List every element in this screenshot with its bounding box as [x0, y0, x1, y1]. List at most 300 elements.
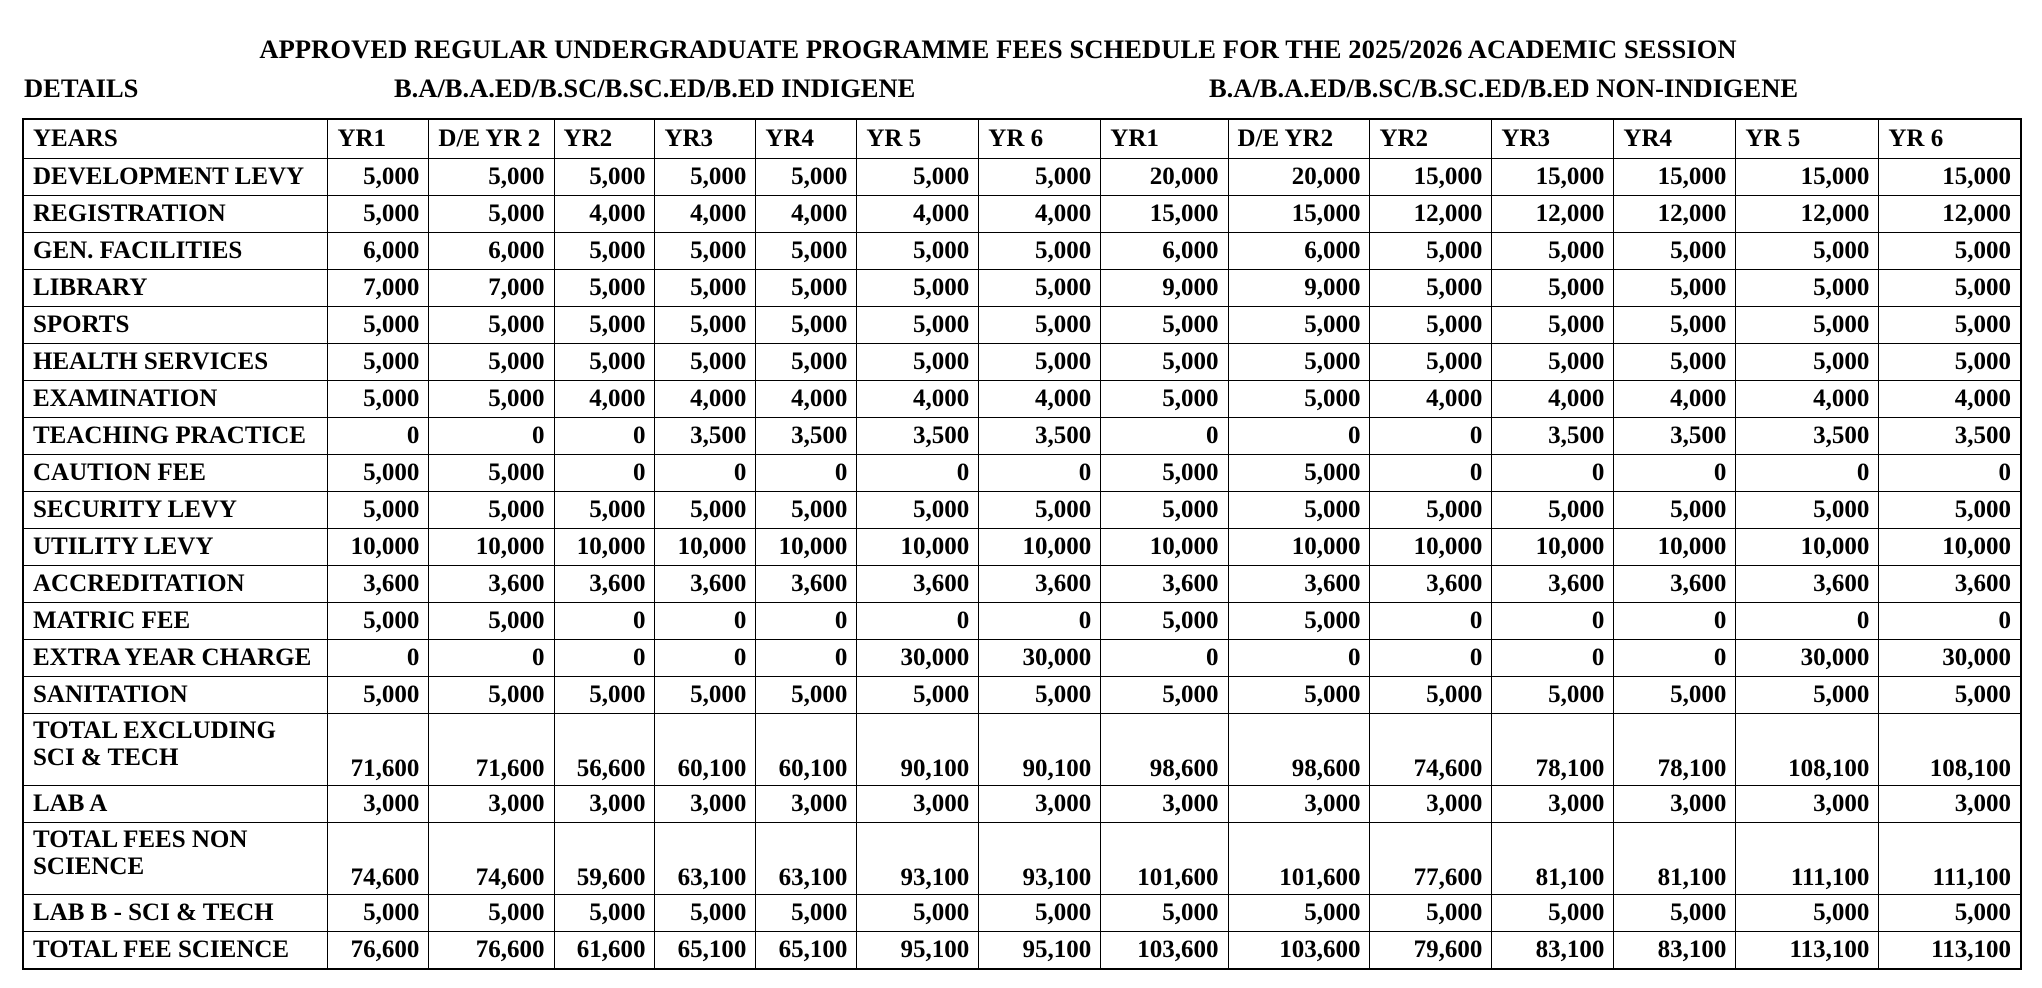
- fee-cell: 12,000: [1492, 196, 1614, 233]
- fee-cell: 5,000: [1492, 270, 1614, 307]
- fee-cell: 10,000: [857, 529, 979, 566]
- fee-cell: 15,000: [1614, 159, 1736, 196]
- fee-cell: 10,000: [756, 529, 857, 566]
- fee-cell: 3,500: [1492, 418, 1614, 455]
- fee-cell: 5,000: [756, 159, 857, 196]
- row-label: LIBRARY: [23, 270, 328, 307]
- fee-cell: 5,000: [1614, 233, 1736, 270]
- fee-cell: 0: [1101, 418, 1228, 455]
- table-row: [23, 344, 2021, 381]
- fee-cell: 4,000: [655, 381, 756, 418]
- fee-cell: 5,000: [1736, 270, 1879, 307]
- fee-cell: 5,000: [1614, 895, 1736, 932]
- fee-cell: 65,100: [756, 932, 857, 969]
- fee-cell: 4,000: [979, 196, 1101, 233]
- fee-cell: 5,000: [1879, 677, 2021, 714]
- fee-cell: 4,000: [1614, 381, 1736, 418]
- fee-cell: 5,000: [857, 159, 979, 196]
- table-row: [23, 677, 2021, 714]
- fee-cell: 20,000: [1228, 159, 1370, 196]
- fee-cell: 5,000: [328, 677, 429, 714]
- fee-cell: 12,000: [1370, 196, 1492, 233]
- table-row: [23, 233, 2021, 270]
- fee-cell: 0: [1492, 455, 1614, 492]
- fee-cell: 5,000: [1228, 492, 1370, 529]
- fee-cell: 5,000: [554, 233, 655, 270]
- fee-cell: 3,600: [1492, 566, 1614, 603]
- fee-cell: 7,000: [328, 270, 429, 307]
- fee-cell: 0: [756, 640, 857, 677]
- fee-cell: 71,600: [328, 714, 429, 786]
- row-label: LAB B - SCI & TECH: [23, 895, 328, 932]
- fee-cell: 3,500: [1736, 418, 1879, 455]
- table-row: [23, 492, 2021, 529]
- details-label: DETAILS: [24, 72, 139, 103]
- fee-cell: 93,100: [857, 823, 979, 895]
- fee-cell: 95,100: [979, 932, 1101, 969]
- fee-cell: 5,000: [1492, 492, 1614, 529]
- fee-cell: 0: [1736, 455, 1879, 492]
- fee-cell: 10,000: [554, 529, 655, 566]
- fee-cell: 5,000: [328, 455, 429, 492]
- row-label: CAUTION FEE: [23, 455, 328, 492]
- header-col-5: YR4: [756, 119, 857, 159]
- fee-cell: 5,000: [1370, 492, 1492, 529]
- fee-cell: 5,000: [429, 603, 554, 640]
- fee-cell: 113,100: [1879, 932, 2021, 969]
- fee-cell: 65,100: [655, 932, 756, 969]
- fee-cell: 4,000: [655, 196, 756, 233]
- fee-cell: 5,000: [328, 492, 429, 529]
- fee-cell: 0: [328, 640, 429, 677]
- table-row: [23, 823, 2021, 895]
- fee-cell: 5,000: [979, 307, 1101, 344]
- fee-cell: 10,000: [1101, 529, 1228, 566]
- header-col-9: D/E YR2: [1228, 119, 1370, 159]
- fee-cell: 0: [328, 418, 429, 455]
- table-row: [23, 529, 2021, 566]
- row-label: GEN. FACILITIES: [23, 233, 328, 270]
- fee-cell: 3,000: [756, 786, 857, 823]
- fee-cell: 5,000: [429, 455, 554, 492]
- fee-cell: 5,000: [429, 344, 554, 381]
- fee-cell: 3,600: [1101, 566, 1228, 603]
- fee-cell: 3,000: [1736, 786, 1879, 823]
- fee-cell: 5,000: [328, 159, 429, 196]
- fee-cell: 5,000: [979, 159, 1101, 196]
- fee-cell: 0: [655, 455, 756, 492]
- fee-cell: 5,000: [1101, 307, 1228, 344]
- table-row: [23, 714, 2021, 786]
- group-heading-indigene: B.A/B.A.ED/B.SC/B.SC.ED/B.ED INDIGENE: [394, 72, 916, 103]
- fee-cell: 78,100: [1492, 714, 1614, 786]
- fee-cell: 5,000: [857, 895, 979, 932]
- fee-cell: 0: [1370, 603, 1492, 640]
- fee-cell: 3,500: [1879, 418, 2021, 455]
- fee-cell: 74,600: [1370, 714, 1492, 786]
- fee-cell: 0: [429, 418, 554, 455]
- fee-cell: 10,000: [328, 529, 429, 566]
- table-row: [23, 418, 2021, 455]
- fee-cell: 5,000: [1101, 344, 1228, 381]
- fee-cell: 108,100: [1879, 714, 2021, 786]
- fee-cell: 0: [1614, 603, 1736, 640]
- fee-cell: 3,600: [554, 566, 655, 603]
- fee-cell: 0: [979, 455, 1101, 492]
- fee-cell: 101,600: [1228, 823, 1370, 895]
- fee-cell: 0: [1879, 455, 2021, 492]
- fee-cell: 3,600: [756, 566, 857, 603]
- fee-cell: 10,000: [1736, 529, 1879, 566]
- fee-cell: 0: [1370, 418, 1492, 455]
- fee-cell: 5,000: [857, 344, 979, 381]
- fee-cell: 15,000: [1101, 196, 1228, 233]
- fee-cell: 0: [979, 603, 1101, 640]
- fee-cell: 63,100: [655, 823, 756, 895]
- fee-cell: 3,600: [1736, 566, 1879, 603]
- header-col-6: YR 5: [857, 119, 979, 159]
- header-col-2: D/E YR 2: [429, 119, 554, 159]
- table-row: [23, 895, 2021, 932]
- fee-cell: 95,100: [857, 932, 979, 969]
- fee-cell: 5,000: [655, 344, 756, 381]
- fee-cell: 6,000: [1228, 233, 1370, 270]
- fee-cell: 5,000: [429, 492, 554, 529]
- fee-cell: 3,600: [655, 566, 756, 603]
- fee-cell: 10,000: [1879, 529, 2021, 566]
- row-label: UTILITY LEVY: [23, 529, 328, 566]
- fee-cell: 4,000: [857, 196, 979, 233]
- fee-cell: 6,000: [429, 233, 554, 270]
- row-label: TEACHING PRACTICE: [23, 418, 328, 455]
- row-label: DEVELOPMENT LEVY: [23, 159, 328, 196]
- fee-cell: 4,000: [1736, 381, 1879, 418]
- fee-cell: 113,100: [1736, 932, 1879, 969]
- table-row: [23, 640, 2021, 677]
- fee-cell: 6,000: [1101, 233, 1228, 270]
- fee-cell: 76,600: [429, 932, 554, 969]
- fee-cell: 5,000: [756, 270, 857, 307]
- fee-cell: 5,000: [1614, 492, 1736, 529]
- fee-cell: 3,000: [857, 786, 979, 823]
- header-years: YEARS: [23, 119, 328, 159]
- fee-cell: 15,000: [1492, 159, 1614, 196]
- fee-cell: 5,000: [1370, 344, 1492, 381]
- table-body: [23, 159, 2021, 969]
- fee-cell: 5,000: [655, 307, 756, 344]
- fee-cell: 93,100: [979, 823, 1101, 895]
- fee-cell: 12,000: [1736, 196, 1879, 233]
- fee-cell: 3,000: [328, 786, 429, 823]
- fee-cell: 5,000: [655, 270, 756, 307]
- table-row: [23, 455, 2021, 492]
- fee-cell: 0: [1492, 640, 1614, 677]
- fee-cell: 0: [1614, 640, 1736, 677]
- table-row: [23, 566, 2021, 603]
- fee-cell: 5,000: [1228, 603, 1370, 640]
- fee-cell: 5,000: [857, 307, 979, 344]
- fee-cell: 3,500: [1614, 418, 1736, 455]
- fee-cell: 30,000: [979, 640, 1101, 677]
- fee-cell: 5,000: [1492, 895, 1614, 932]
- fee-cell: 0: [756, 455, 857, 492]
- fee-cell: 5,000: [1736, 307, 1879, 344]
- fee-cell: 7,000: [429, 270, 554, 307]
- fee-cell: 0: [1614, 455, 1736, 492]
- fee-cell: 4,000: [756, 381, 857, 418]
- fee-cell: 5,000: [328, 381, 429, 418]
- table-row: [23, 786, 2021, 823]
- table-row: [23, 159, 2021, 196]
- fee-cell: 5,000: [429, 307, 554, 344]
- fee-cell: 5,000: [655, 233, 756, 270]
- fee-cell: 5,000: [655, 492, 756, 529]
- fee-cell: 83,100: [1492, 932, 1614, 969]
- fee-cell: 5,000: [1879, 895, 2021, 932]
- fee-cell: 0: [554, 418, 655, 455]
- fee-cell: 0: [857, 603, 979, 640]
- fee-cell: 4,000: [1370, 381, 1492, 418]
- fee-cell: 30,000: [1736, 640, 1879, 677]
- fee-cell: 74,600: [429, 823, 554, 895]
- fee-cell: 5,000: [979, 270, 1101, 307]
- fee-cell: 10,000: [429, 529, 554, 566]
- fee-cell: 3,600: [1228, 566, 1370, 603]
- fee-cell: 61,600: [554, 932, 655, 969]
- header-col-4: YR3: [655, 119, 756, 159]
- fee-cell: 5,000: [756, 895, 857, 932]
- fee-cell: 3,000: [979, 786, 1101, 823]
- fee-cell: 5,000: [328, 307, 429, 344]
- fee-cell: 103,600: [1228, 932, 1370, 969]
- fee-cell: 3,500: [857, 418, 979, 455]
- fee-cell: 10,000: [655, 529, 756, 566]
- fee-cell: 81,100: [1614, 823, 1736, 895]
- fee-cell: 98,600: [1101, 714, 1228, 786]
- fee-cell: 5,000: [1228, 895, 1370, 932]
- fee-cell: 3,600: [328, 566, 429, 603]
- fee-cell: 15,000: [1736, 159, 1879, 196]
- fee-cell: 5,000: [1614, 677, 1736, 714]
- fee-cell: 5,000: [857, 677, 979, 714]
- header-col-8: YR1: [1101, 119, 1228, 159]
- fee-cell: 4,000: [857, 381, 979, 418]
- table-row: [23, 603, 2021, 640]
- row-label: HEALTH SERVICES: [23, 344, 328, 381]
- header-col-3: YR2: [554, 119, 655, 159]
- fee-cell: 9,000: [1101, 270, 1228, 307]
- row-label: REGISTRATION: [23, 196, 328, 233]
- fee-cell: 5,000: [554, 677, 655, 714]
- fee-cell: 20,000: [1101, 159, 1228, 196]
- fee-cell: 5,000: [429, 196, 554, 233]
- row-label: EXAMINATION: [23, 381, 328, 418]
- fee-cell: 3,600: [1879, 566, 2021, 603]
- fee-cell: 60,100: [655, 714, 756, 786]
- table-row: [23, 270, 2021, 307]
- header-col-7: YR 6: [979, 119, 1101, 159]
- fee-cell: 5,000: [554, 895, 655, 932]
- fee-cell: 5,000: [1228, 344, 1370, 381]
- fee-cell: 15,000: [1879, 159, 2021, 196]
- fee-cell: 3,000: [1228, 786, 1370, 823]
- fees-table: [22, 118, 2022, 970]
- fee-cell: 15,000: [1228, 196, 1370, 233]
- fee-cell: 5,000: [429, 895, 554, 932]
- header-col-10: YR2: [1370, 119, 1492, 159]
- row-label: MATRIC FEE: [23, 603, 328, 640]
- fee-cell: 5,000: [1879, 344, 2021, 381]
- fee-cell: 5,000: [1370, 270, 1492, 307]
- fee-cell: 5,000: [1614, 270, 1736, 307]
- fee-cell: 5,000: [979, 233, 1101, 270]
- fee-cell: 5,000: [1879, 492, 2021, 529]
- fee-cell: 5,000: [756, 344, 857, 381]
- fee-cell: 10,000: [1370, 529, 1492, 566]
- fee-cell: 5,000: [1736, 344, 1879, 381]
- fee-cell: 0: [1492, 603, 1614, 640]
- header-col-12: YR4: [1614, 119, 1736, 159]
- fee-cell: 0: [554, 640, 655, 677]
- fee-cell: 5,000: [554, 270, 655, 307]
- fee-cell: 5,000: [1492, 677, 1614, 714]
- fee-cell: 4,000: [554, 196, 655, 233]
- fee-cell: 10,000: [1614, 529, 1736, 566]
- fee-cell: 5,000: [756, 307, 857, 344]
- fee-cell: 12,000: [1879, 196, 2021, 233]
- fee-cell: 77,600: [1370, 823, 1492, 895]
- fee-cell: 3,000: [1879, 786, 2021, 823]
- fee-cell: 90,100: [979, 714, 1101, 786]
- fee-cell: 0: [554, 603, 655, 640]
- fee-cell: 5,000: [979, 492, 1101, 529]
- fee-cell: 76,600: [328, 932, 429, 969]
- fee-cell: 0: [429, 640, 554, 677]
- fee-cell: 0: [1101, 640, 1228, 677]
- fee-cell: 5,000: [857, 492, 979, 529]
- column-group-headings: [22, 72, 2024, 113]
- fee-cell: 5,000: [1228, 677, 1370, 714]
- fee-cell: 3,000: [1101, 786, 1228, 823]
- header-col-14: YR 6: [1879, 119, 2021, 159]
- fee-cell: 83,100: [1614, 932, 1736, 969]
- row-label: TOTAL EXCLUDING SCI & TECH: [23, 714, 328, 786]
- fee-cell: 111,100: [1736, 823, 1879, 895]
- fee-cell: 5,000: [1370, 233, 1492, 270]
- fee-cell: 6,000: [328, 233, 429, 270]
- fee-cell: 4,000: [1492, 381, 1614, 418]
- fee-cell: 12,000: [1614, 196, 1736, 233]
- page-title: APPROVED REGULAR UNDERGRADUATE PROGRAMME FEES SCHEDULE FOR THE 2025/2026 ACADEMIC SESSION: [259, 34, 1737, 64]
- fee-cell: 3,600: [429, 566, 554, 603]
- row-label: LAB A: [23, 786, 328, 823]
- fee-cell: 3,600: [857, 566, 979, 603]
- row-label: TOTAL FEES NON SCIENCE: [23, 823, 328, 895]
- fee-cell: 0: [1736, 603, 1879, 640]
- fee-cell: 3,500: [979, 418, 1101, 455]
- fee-cell: 5,000: [554, 492, 655, 529]
- fee-cell: 5,000: [1370, 307, 1492, 344]
- fee-cell: 0: [1370, 640, 1492, 677]
- fee-cell: 0: [554, 455, 655, 492]
- fee-cell: 5,000: [1101, 895, 1228, 932]
- fee-cell: 79,600: [1370, 932, 1492, 969]
- table-row: [23, 196, 2021, 233]
- fee-cell: 3,000: [1614, 786, 1736, 823]
- table-row: [23, 932, 2021, 969]
- fee-cell: 30,000: [1879, 640, 2021, 677]
- fee-cell: 5,000: [1101, 381, 1228, 418]
- row-label: SANITATION: [23, 677, 328, 714]
- fee-cell: 5,000: [655, 677, 756, 714]
- fee-cell: 4,000: [1879, 381, 2021, 418]
- row-label: EXTRA YEAR CHARGE: [23, 640, 328, 677]
- table-row: [23, 307, 2021, 344]
- fee-cell: 5,000: [1492, 233, 1614, 270]
- fee-cell: 59,600: [554, 823, 655, 895]
- fee-cell: 5,000: [756, 233, 857, 270]
- fee-cell: 5,000: [756, 677, 857, 714]
- header-col-13: YR 5: [1736, 119, 1879, 159]
- fee-cell: 5,000: [328, 344, 429, 381]
- fee-cell: 3,000: [429, 786, 554, 823]
- fee-cell: 108,100: [1736, 714, 1879, 786]
- fee-cell: 0: [1228, 418, 1370, 455]
- fee-cell: 5,000: [857, 270, 979, 307]
- fee-cell: 5,000: [1101, 455, 1228, 492]
- fee-cell: 5,000: [429, 677, 554, 714]
- fee-cell: 5,000: [1492, 307, 1614, 344]
- fee-cell: 5,000: [328, 895, 429, 932]
- group-heading-non-indigene: B.A/B.A.ED/B.SC/B.SC.ED/B.ED NON-INDIGENE: [1209, 72, 1799, 103]
- fee-cell: 63,100: [756, 823, 857, 895]
- fee-cell: 0: [1370, 455, 1492, 492]
- fee-cell: 5,000: [1101, 603, 1228, 640]
- fee-cell: 3,000: [1492, 786, 1614, 823]
- fee-cell: 5,000: [1736, 895, 1879, 932]
- fee-cell: 0: [756, 603, 857, 640]
- fee-cell: 3,500: [756, 418, 857, 455]
- fee-cell: 0: [1228, 640, 1370, 677]
- fee-cell: 5,000: [328, 196, 429, 233]
- fee-cell: 5,000: [1879, 233, 2021, 270]
- fee-cell: 5,000: [554, 344, 655, 381]
- fee-cell: 103,600: [1101, 932, 1228, 969]
- fee-cell: 111,100: [1879, 823, 2021, 895]
- fee-cell: 71,600: [429, 714, 554, 786]
- fee-cell: 5,000: [1101, 492, 1228, 529]
- fee-cell: 5,000: [1736, 233, 1879, 270]
- fee-cell: 5,000: [1370, 895, 1492, 932]
- fee-cell: 5,000: [429, 381, 554, 418]
- row-label: SPORTS: [23, 307, 328, 344]
- fee-cell: 5,000: [756, 492, 857, 529]
- fee-cell: 5,000: [1614, 344, 1736, 381]
- row-label: ACCREDITATION: [23, 566, 328, 603]
- fee-cell: 60,100: [756, 714, 857, 786]
- fee-cell: 3,600: [1370, 566, 1492, 603]
- fee-cell: 5,000: [655, 895, 756, 932]
- fee-cell: 5,000: [1228, 307, 1370, 344]
- fee-cell: 5,000: [1736, 492, 1879, 529]
- fee-cell: 5,000: [1736, 677, 1879, 714]
- fee-cell: 10,000: [1492, 529, 1614, 566]
- table-row: [23, 381, 2021, 418]
- fee-cell: 3,000: [554, 786, 655, 823]
- fee-cell: 5,000: [979, 677, 1101, 714]
- table-header-row: [23, 119, 2021, 159]
- fee-cell: 5,000: [1614, 307, 1736, 344]
